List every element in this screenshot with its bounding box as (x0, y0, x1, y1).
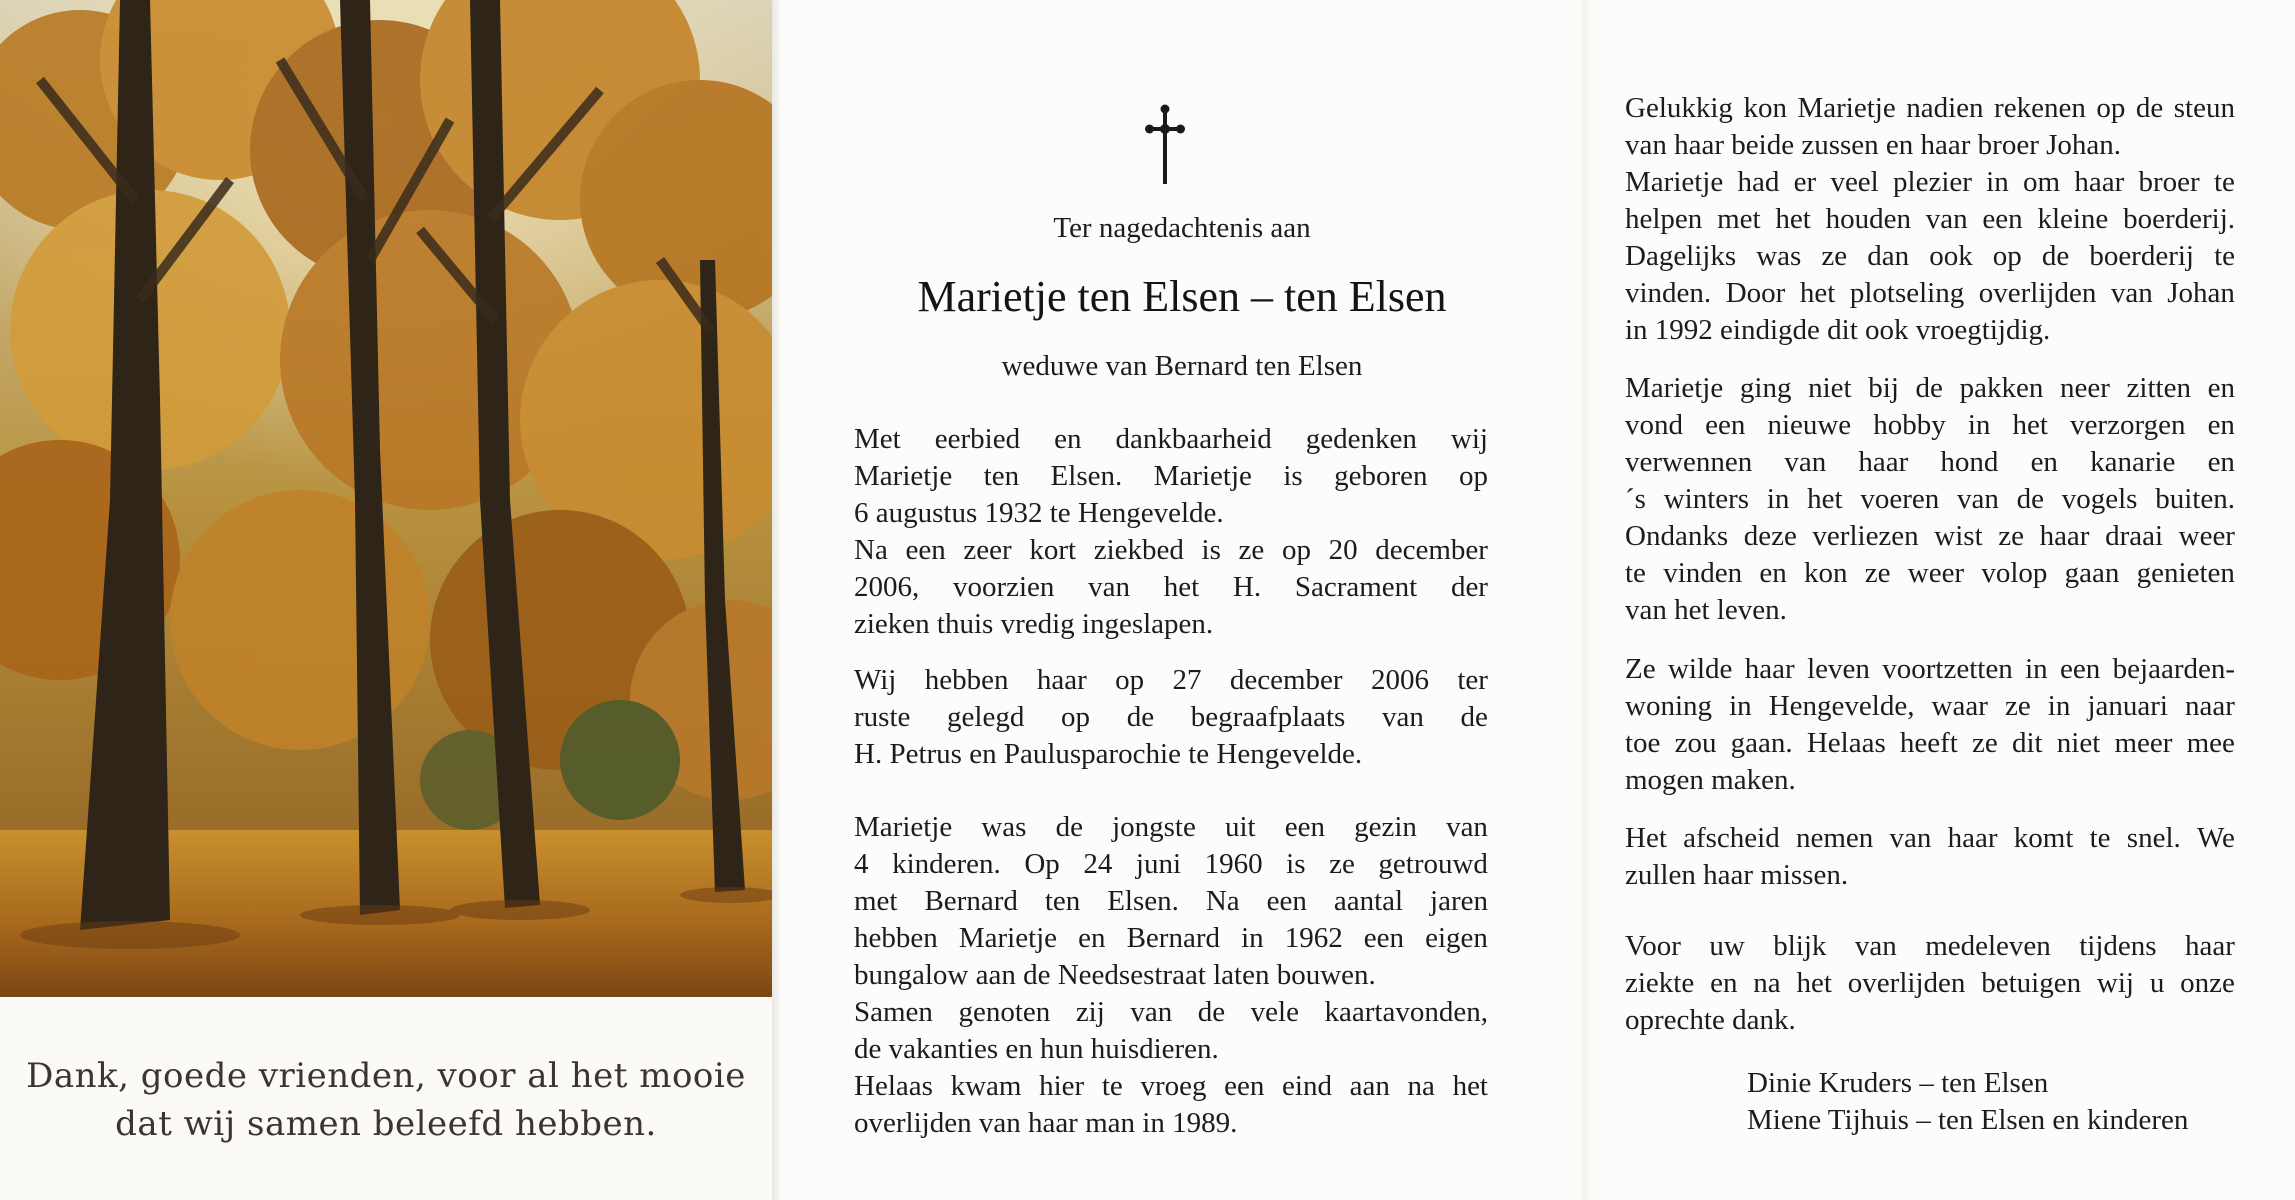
text-line: Marietje was de jongste uit een gezin van (854, 811, 1488, 843)
text-line: 2006, voorzien van het H. Sacrament der (854, 571, 1488, 603)
text-line: vond een nieuwe hobby in het verzorgen en (1625, 409, 2235, 441)
text-line: vinden. Door het plotseling overlijden van Johan (1625, 277, 2235, 309)
left-panel (0, 0, 772, 1200)
text-line: Marietje ten Elsen. Marietje is geboren op (854, 460, 1488, 492)
text-line: Na een zeer kort ziekbed is ze op 20 december (854, 534, 1488, 566)
right-panel (1592, 0, 2295, 1200)
text-line: verwennen van haar hond en kanarie en (1625, 446, 2235, 478)
text-line: van haar beide zussen en haar broer Johan. (1625, 129, 2122, 161)
verse (0, 1052, 772, 1148)
signature-line: Dinie Kruders – ten Elsen (1747, 1067, 2049, 1099)
intro-text: Ter nagedachtenis aan (1053, 212, 1311, 244)
text-line: Ze wilde haar leven voortzetten in een bejaarden- (1625, 653, 2235, 685)
text-line: Met eerbied en dankbaarheid gedenken wij (854, 423, 1488, 455)
text-line: Helaas kwam hier te vroeg een eind aan na het (854, 1070, 1488, 1102)
text-line: bungalow aan de Needsestraat laten bouwen. (854, 959, 1376, 991)
text-line: 4 kinderen. Op 24 juni 1960 is ze getrouwd (854, 848, 1488, 880)
text-line: ziekte en na het overlijden betuigen wij u onze (1625, 967, 2235, 999)
signatures (1747, 1065, 2188, 1139)
paragraph (1625, 928, 2235, 1039)
text-line: toe zou gaan. Helaas heeft ze dit niet meer mee (1625, 727, 2235, 759)
text-line: ruste gelegd op de begraafplaats van de (854, 701, 1488, 733)
middle-panel (782, 0, 1582, 1200)
text-line: Ondanks deze verliezen wist ze haar draai weer (1625, 520, 2235, 552)
text-line: van het leven. (1625, 594, 1787, 626)
text-line: te vinden en kon ze weer volop gaan genieten (1625, 557, 2235, 589)
text-line: mogen maken. (1625, 764, 1796, 796)
signature-line: Miene Tijhuis – ten Elsen en kinderen (1747, 1104, 2189, 1136)
text-line: ´s winters in het voeren van de vogels buiten. (1625, 483, 2235, 515)
deceased-name: Marietje ten Elsen – ten Elsen (917, 272, 1447, 321)
text-line: zullen haar missen. (1625, 859, 1849, 891)
text-line: Dagelijks was ze dan ook op de boerderij te (1625, 240, 2235, 272)
text-line: de vakanties en hun huisdieren. (854, 1033, 1219, 1065)
paragraph (1625, 820, 2235, 894)
paragraph (854, 421, 1488, 643)
text-line: Gelukkig kon Marietje nadien rekenen op de steun (1625, 92, 2235, 124)
autumn-trees-photo-icon (0, 0, 772, 997)
text-line: Het afscheid nemen van haar komt te snel. We (1625, 822, 2235, 854)
widow-text: weduwe van Bernard ten Elsen (1001, 350, 1363, 382)
text-line: Marietje had er veel plezier in om haar broer te (1625, 166, 2235, 198)
text-line: Marietje ging niet bij de pakken neer zitten en (1625, 372, 2235, 404)
text-line: oprechte dank. (1625, 1004, 1796, 1036)
fold-divider (1582, 0, 1592, 1200)
paragraph (854, 662, 1488, 773)
text-line: Wij hebben haar op 27 december 2006 ter (854, 664, 1488, 696)
text-line: in 1992 eindigde dit ook vroegtijdig. (1625, 314, 2051, 346)
paragraph (1625, 651, 2235, 799)
text-line: Voor uw blijk van medeleven tijdens haar (1625, 930, 2235, 962)
verse-line: dat wij samen beleefd hebben. (115, 1104, 657, 1144)
text-line: woning in Hengevelde, waar ze in januari naar (1625, 690, 2235, 722)
text-line: met Bernard ten Elsen. Na een aantal jaren (854, 885, 1488, 917)
text-line: helpen met het houden van een kleine boerderij. (1625, 203, 2235, 235)
cross-icon (1145, 104, 1185, 186)
text-line: H. Petrus en Paulusparochie te Hengevelde. (854, 738, 1363, 770)
text-line: 6 augustus 1932 te Hengevelde. (854, 497, 1224, 529)
text-line: hebben Marietje en Bernard in 1962 een eigen (854, 922, 1488, 954)
text-line: zieken thuis vredig ingeslapen. (854, 608, 1214, 640)
paragraph (1625, 90, 2235, 349)
verse-line: Dank, goede vrienden, voor al het mooie (26, 1056, 746, 1096)
paragraph (1625, 370, 2235, 629)
text-line: Samen genoten zij van de vele kaartavonden, (854, 996, 1488, 1028)
text-line: overlijden van haar man in 1989. (854, 1107, 1238, 1139)
fold-divider (772, 0, 782, 1200)
paragraph (854, 809, 1488, 1142)
